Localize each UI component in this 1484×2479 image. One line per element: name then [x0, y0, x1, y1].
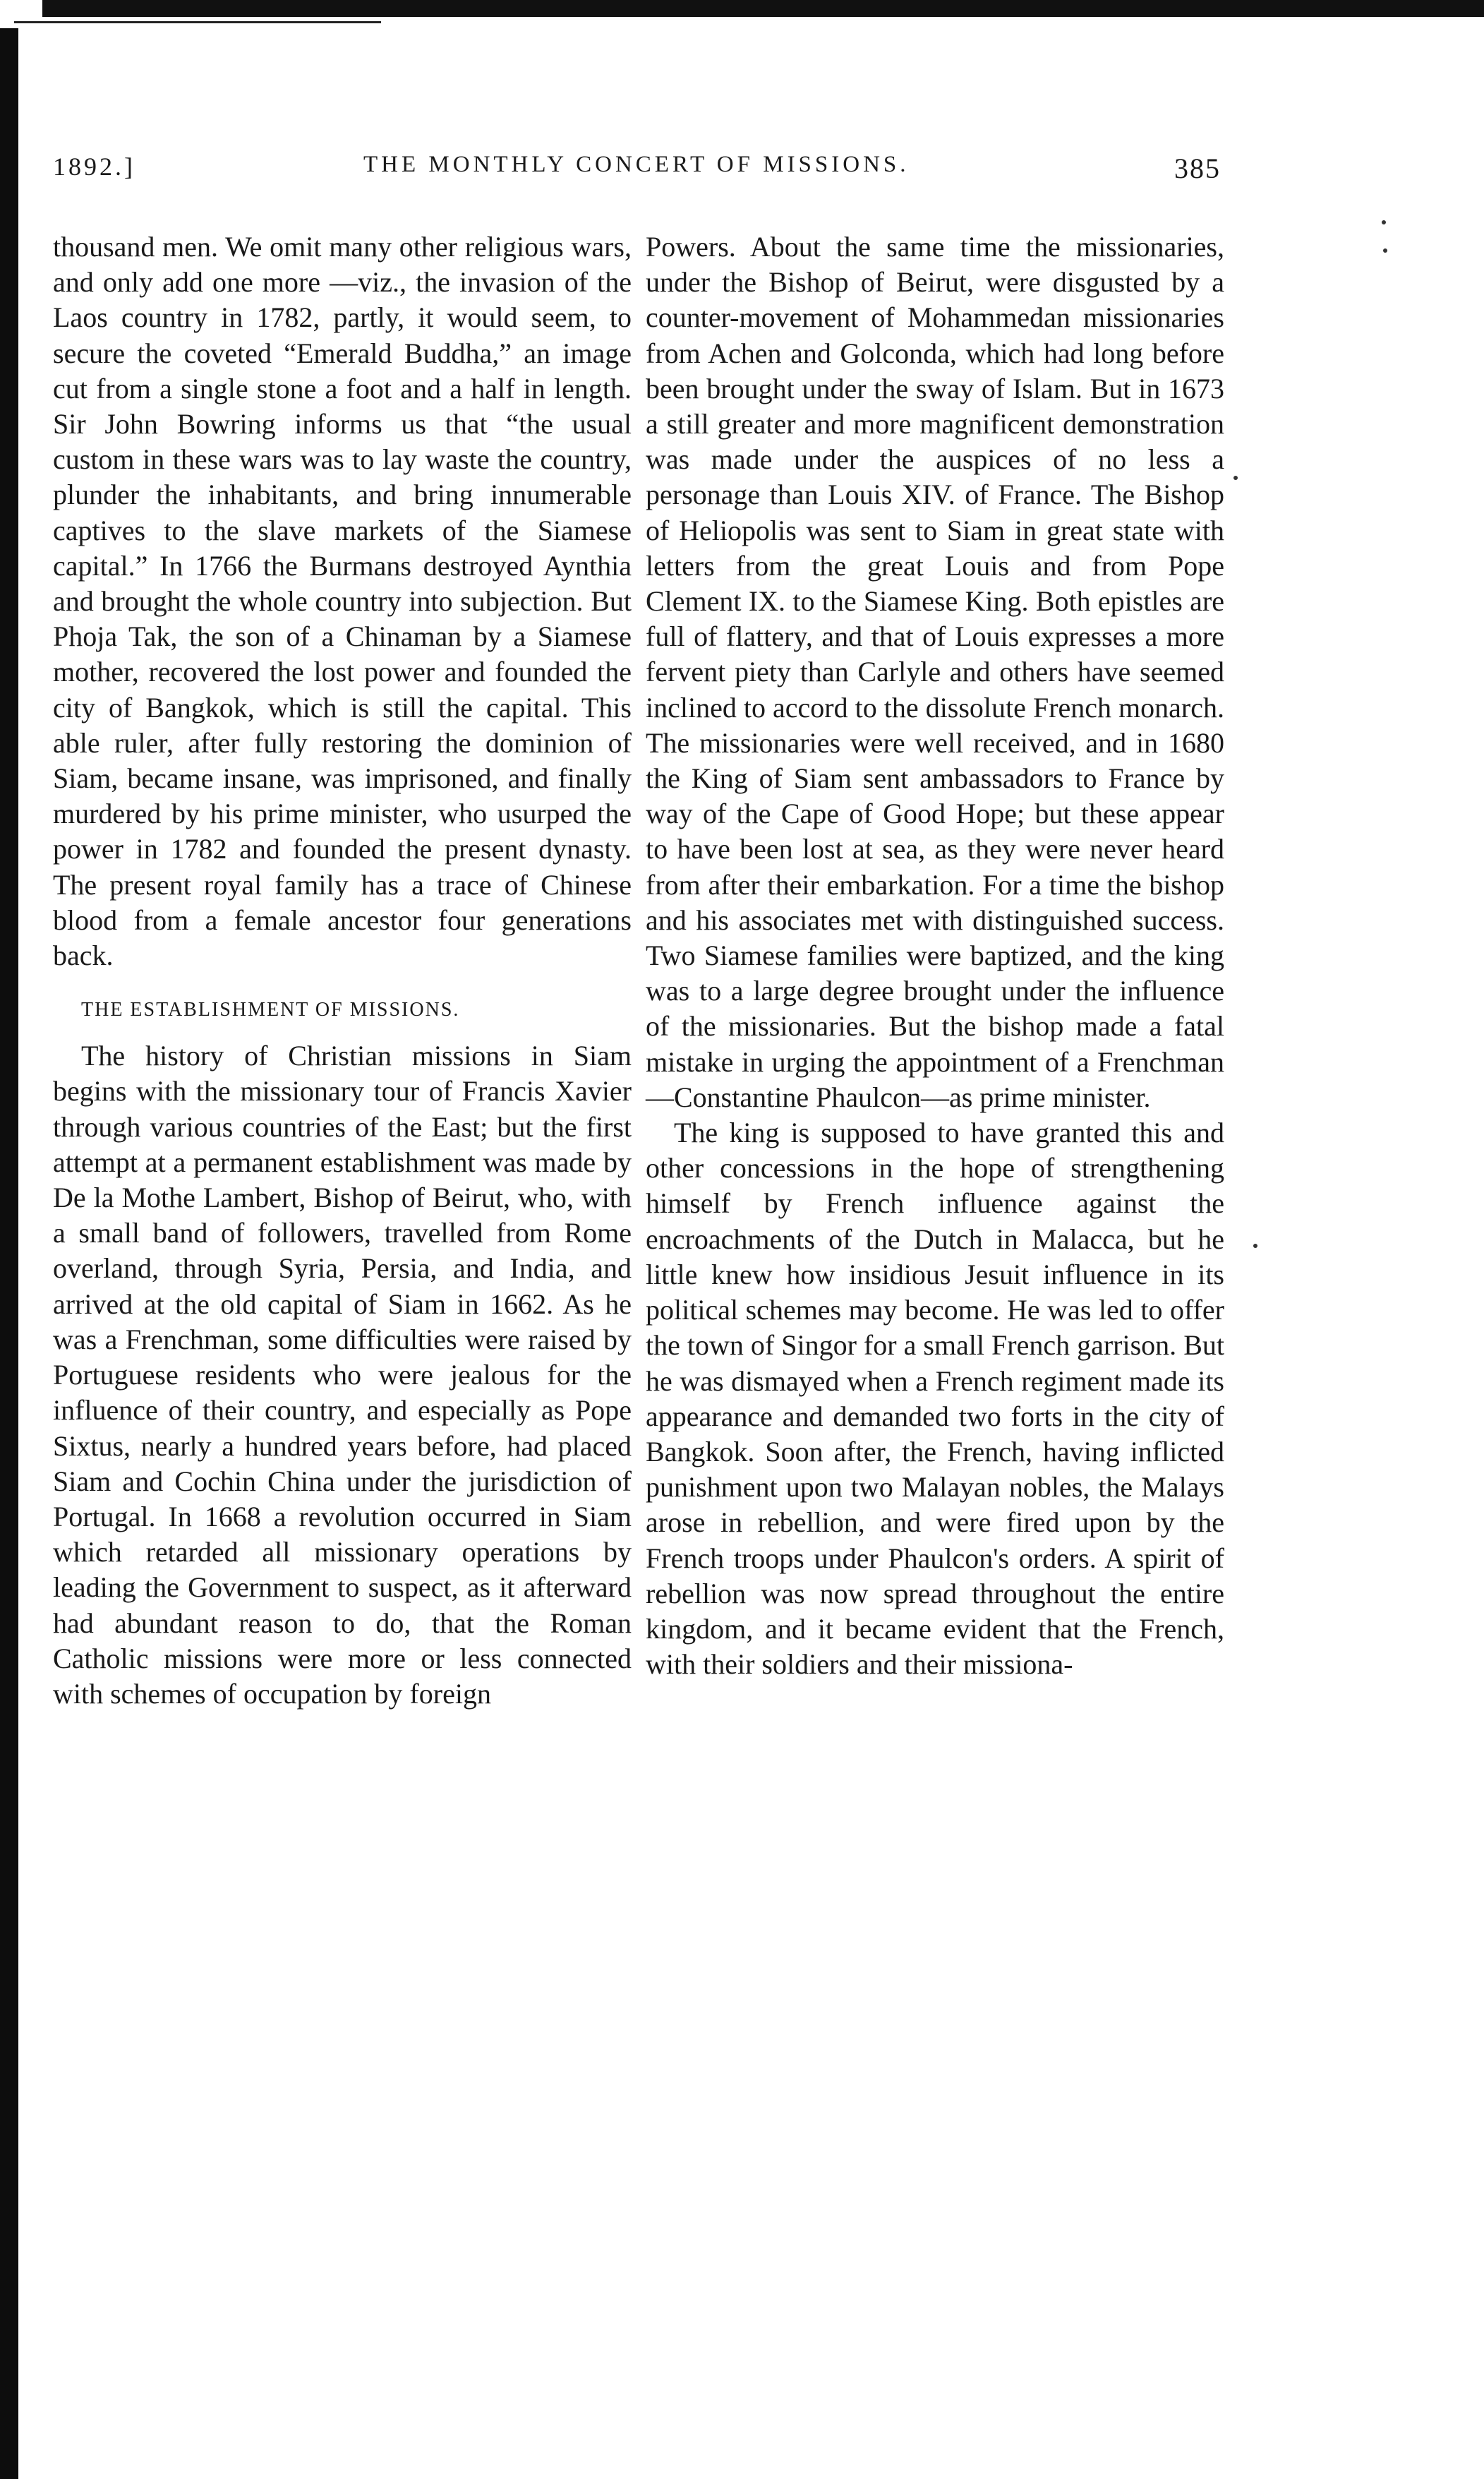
left-column	[53, 229, 632, 1712]
scan-left-border	[0, 28, 18, 2479]
running-title: THE MONTHLY CONCERT OF MISSIONS.	[363, 152, 910, 177]
page-header	[53, 152, 1221, 194]
scan-top-line	[14, 21, 381, 23]
left-paragraph-2: The history of Christian missions in Siam begins with the missionary tour of Francis Xavier through various countries of the East; but the first attempt at a permanent establishment was made by De la Mothe Lambert, Bishop of Beirut, who, with a small band of followers, travelled from Rome overland, through Syria, Persia, and India, and arrived at the old capital of Siam in 1662. As he was a Frenchman, some difficulties were raised by Portuguese residents who were jealous for the influence of their country, and especially as Pope Sixtus, nearly a hundred years before, had placed Siam and Cochin China under the jurisdiction of Portugal. In 1668 a revolution occurred in Siam which retarded all missionary operations by leading the Government to suspect, as it afterward had abundant reason to do, that the Roman Catholic missions were more or less connected with schemes of occupation by foreign	[53, 1040, 632, 1710]
right-paragraph-2: The king is supposed to have granted this and other concessions in the hope of strengthening himself by French influence against the encroachments of the Dutch in Malacca, but he little knew how insidious Jesuit influence in its political schemes may become. He was led to offer the town of Singor for a small French garrison. But he was dismayed when a French regiment made its appearance and demanded two forts in the city of Bangkok. Soon after, the French, having inflicted punishment upon two Malayan nobles, the Malays arose in rebellion, and were fired upon by the French troops under Phaulcon's orders. A spirit of rebellion was now spread throughout the entire kingdom, and it became evident that the French, with their soldiers and their missiona-	[646, 1117, 1224, 1681]
section-heading: THE ESTABLISHMENT OF MISSIONS.	[81, 999, 460, 1021]
scan-top-border	[42, 0, 1484, 17]
scan-speck	[1383, 248, 1387, 253]
header-year: 1892.]	[53, 152, 135, 181]
right-column	[646, 229, 1224, 1682]
scan-speck	[1253, 1244, 1257, 1248]
page-number: 385	[1174, 152, 1221, 184]
right-paragraph-1: Powers. About the same time the missionaries, under the Bishop of Beirut, were disgusted by a counter-movement of Mohammedan missionaries from Achen and Golconda, which had long before been brought under the sway of Islam. But in 1673 a still greater and more magnificent demonstration was made under the auspices of no less a personage than Louis XIV. of France. The Bishop of Heliopolis was sent to Siam in great state with letters from the great Louis and from Pope Clement IX. to the Siamese King. Both epistles are full of flattery, and that of Louis expresses a more fervent piety than Carlyle and others have seemed inclined to accord to the dissolute French monarch. The missionaries were well received, and in 1680 the King of Siam sent ambassadors to France by way of the Cape of Good Hope; but these appear to have been lost at sea, as they were never heard from after their embarkation. For a time the bishop and his associates met with distinguished success. Two Siamese families were baptized, and the king was to a large degree brought under the influence of the missionaries. But the bishop made a fatal mistake in urging the appointment of a Frenchman—Constantine Phaulcon—as prime minister.	[646, 231, 1224, 1113]
scan-speck	[1382, 220, 1386, 224]
scan-speck	[1233, 476, 1238, 480]
left-paragraph-1: thousand men. We omit many other religious wars, and only add one more —viz., the invasion of the Laos country in 1782, partly, it would seem, to secure the coveted “Emerald Buddha,” an image cut from a single stone a foot and a half in length. Sir John Bowring informs us that “the usual custom in these wars was to lay waste the country, plunder the inhabitants, and bring innumerable captives to the slave markets of the Siamese capital.” In 1766 the Burmans destroyed Aynthia and brought the whole country into subjection. But Phoja Tak, the son of a Chinaman by a Siamese mother, recovered the lost power and founded the city of Bangkok, which is still the capital. This able ruler, after fully restoring the dominion of Siam, became insane, was imprisoned, and finally murdered by his prime minister, who usurped the power in 1782 and founded the present dynasty. The present royal family has a trace of Chinese blood from a female ancestor four generations back.	[53, 231, 632, 972]
